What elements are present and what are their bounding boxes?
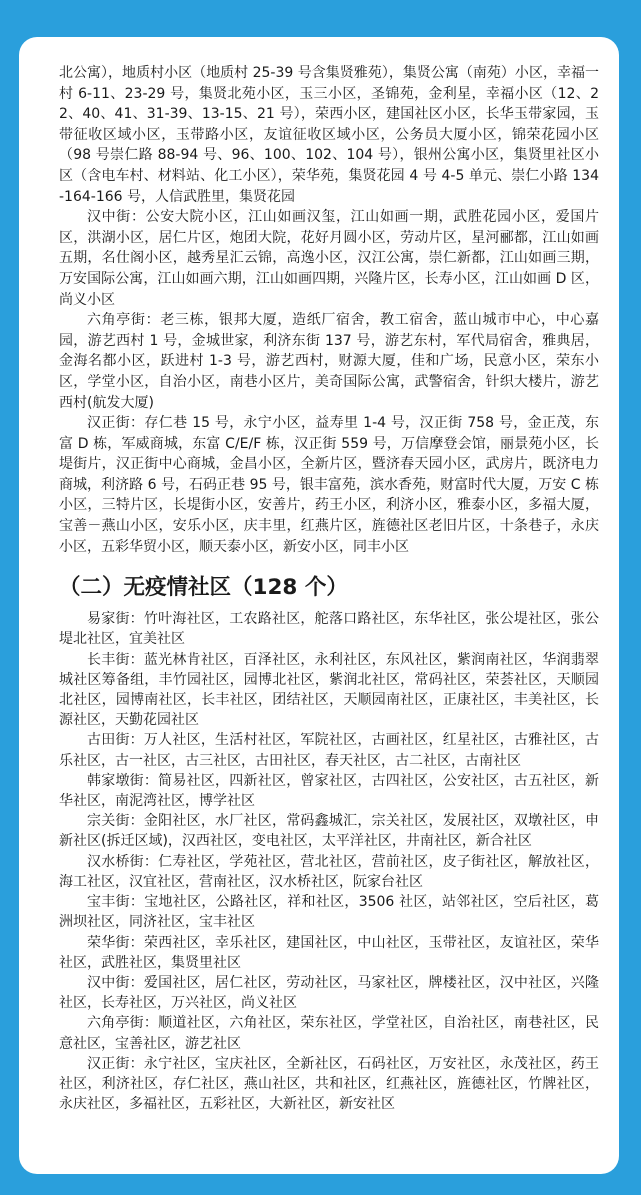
street-yijia-communities: 易家街：竹叶海社区，工农路社区，舵落口路社区，东华社区，张公堤社区，张公堤北社区，宜美社区 bbox=[59, 611, 599, 648]
street-hanzhong-list: 汉中街：公安大院小区，江山如画汉玺，江山如画一期，武胜花园小区，爱国片区，洪湖小区，居仁片区，炮团大院，花好月圆小区，劳动片区，星河郦都，江山如画五期，名仕阁小区，越秀星汇云锦，高逸小区，汉江公寓，崇仁新都，江山如画三期，万安国际公寓，江山如画六期，江山如画四期，兴隆片区，长寿小区，江山如画 D 区，尚义小区 bbox=[59, 209, 599, 308]
community-list-continuation: 北公寓），地质村小区（地质村 25-39 号含集贤雅苑），集贤公寓（南苑）小区，幸福一村 6-11、23-29 号，集贤北苑小区，玉三小区，圣锦苑，金利星，幸福小区（12、22、40、41、31-39、13-15、21 号），荣西小区，建国社区小区，长华玉带家园，玉带征收区域小区，玉带路小区，友谊征收区域小区，公务员大厦小区，锦荣花园小区（98 号崇仁路 88-94 号、96、100、102、104 号），银州公寓小区，集贤里社区小区（含电车村、材料站、化工小区），荣华苑，集贤花园 4 号 4-5 单元、崇仁小路 134-164-166 号，人信武胜里，集贤花园 bbox=[59, 65, 599, 205]
street-baofeng-communities: 宝丰街：宝地社区，公路社区，祥和社区，3506 社区，站邻社区，空后社区，葛洲坝社区，同济社区，宝丰社区 bbox=[59, 894, 599, 931]
street-zongguan-communities: 宗关街：金阳社区，水厂社区，常码鑫城汇，宗关社区，发展社区，双墩社区，申新社区(拆迁区域)，汉西社区，变电社区，太平洋社区，井南社区，新合社区 bbox=[59, 813, 599, 850]
street-liujiaoting-communities: 六角亭街：顺道社区，六角社区，荣东社区，学堂社区，自治社区，南巷社区，民意社区，宝善社区，游艺社区 bbox=[59, 1015, 599, 1052]
street-hanshuiqiao-communities: 汉水桥街：仁寿社区，学苑社区，营北社区，营前社区，皮子街社区，解放社区，海工社区，汉宜社区，营南社区，汉水桥社区，阮家台社区 bbox=[59, 853, 599, 890]
street-hanzhong-communities: 汉中街：爱国社区，居仁社区，劳动社区，马家社区，牌楼社区，汉中社区，兴隆社区，长寿社区，万兴社区，尚义社区 bbox=[59, 974, 599, 1012]
street-changfeng-communities: 长丰街：蓝光林肯社区，百泽社区，永利社区，东风社区，紫润南社区，华润翡翠城社区筹备组，丰竹园社区，园博北社区，紫润北社区，常码社区，荣荟社区，天顺园北社区，园博南社区，长丰社区，团结社区，天顺园南社区，正康社区，丰美社区，长源社区，天勤花园社区 bbox=[59, 651, 599, 729]
street-liujiaoting-list: 六角亭街：老三栋，银邦大厦，造纸厂宿舍，教工宿舍，蓝山城市中心，中心嘉园，游艺西村 1 号，金城世家，利济东街 137 号，游艺东村，军代局宿舍，雅典居，金海名都小区，跃进村 1-3 号，游艺西村，财源大厦，佳和广场，民意小区，荣东小区，学堂小区，自治小区，南巷小区片，美奇国际公寓，武警宿舍，针织大楼片，游艺西村(航发大厦) bbox=[59, 312, 599, 411]
street-hanzheng-communities: 汉正街：永宁社区，宝庆社区，全新社区，石码社区，万安社区，永茂社区，药王社区，利济社区，存仁社区，燕山社区，共和社区，红燕社区，旌德社区，竹牌社区，永庆社区，多福社区，五彩社区，大新社区，新安社区 bbox=[59, 1055, 599, 1113]
street-gutian-communities: 古田街：万人社区，生活村社区，军院社区，古画社区，红星社区，古雅社区，古乐社区，古一社区，古三社区，古田社区，春天社区，古二社区，古南社区 bbox=[59, 732, 599, 769]
content-card bbox=[19, 37, 619, 1174]
street-hanjiadun-communities: 韩家墩街：简易社区，四新社区，曾家社区，古四社区，公安社区，古五社区，新华社区，南泥湾社区，博学社区 bbox=[59, 772, 599, 810]
section-heading-no-epidemic: （二）无疫情社区（128 个） bbox=[59, 575, 348, 601]
street-ronghua-communities: 荣华街：荣西社区，幸乐社区，建国社区，中山社区，玉带社区，友谊社区，荣华社区，武胜社区，集贤里社区 bbox=[59, 934, 599, 971]
street-hanzheng-list: 汉正街：存仁巷 15 号，永宁小区，益寿里 1-4 号，汉正街 758 号，金正茂，东富 D 栋，军威商城，东富 C/E/F 栋，汉正街 559 号，万信摩登会馆，丽景苑小区，长堤街片，汉正街中心商城，金昌小区，全新片区，暨济春天园小区，武房片，既济电力商城，利济路 6 号，石码正巷 95 号，银丰富苑，滨水香苑，财富时代大厦，万安 C 栋小区，三特片区，长堤街小区，安善片，药王小区，利济小区，雅泰小区，多福大厦，宝善－燕山小区，安乐小区，庆丰里，红燕片区，旌德社区老旧片区，十条巷子，永庆小区，五彩华贸小区，顺天泰小区，新安小区，同丰小区 bbox=[59, 415, 599, 555]
